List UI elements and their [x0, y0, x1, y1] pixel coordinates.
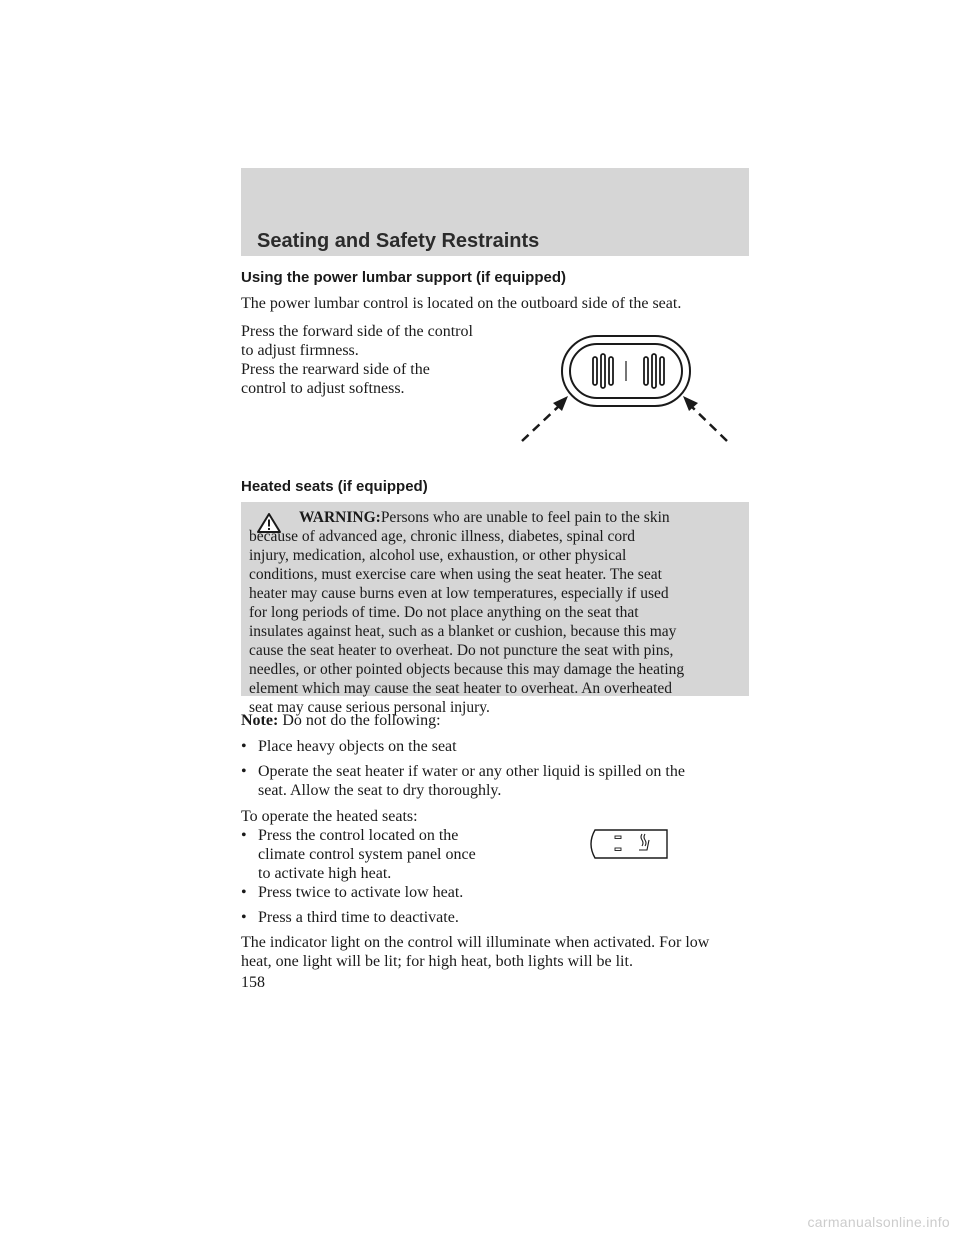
lumbar-switch-icon	[512, 333, 738, 445]
lumbar-firmness-text: Press the forward side of the control to adjust firmness.	[241, 323, 473, 359]
watermark: carmanualsonline.info	[807, 1214, 950, 1230]
note: Note: Do not do the following:	[241, 712, 441, 729]
warning-text: WARNING:Persons who are unable to feel pain to the skin because of advanced age, chronic illness, diabetes, spinal cord injury, medication, alcohol use, exhaustion, or other physical conditions, must exercise care when using the seat heater. The seat heater may cause burns even at low temperatures, especially if used for long periods of time. Do not place anything on the seat that insulates against heat, such as a blanket or cushion, because this may cause the seat heater to overheat. Do not puncture the seat with pins, needles, or other pointed objects because this may damage the heating element which may cause the seat heater to overheat. An overheated seat may cause serious personal injury.	[249, 509, 685, 716]
warning-label: WARNING:	[299, 509, 381, 526]
page-number: 158	[241, 974, 265, 991]
note-label: Note:	[241, 712, 279, 729]
lumbar-softness-text: Press the rearward side of the control to adjust softness.	[241, 361, 430, 397]
heated-seat-button-icon	[585, 828, 671, 862]
lumbar-heading: Using the power lumbar support (if equipped)	[241, 269, 566, 286]
lumbar-intro: The power lumbar control is located on the outboard side of the seat.	[241, 295, 682, 312]
section-title: Seating and Safety Restraints	[257, 230, 540, 252]
operate-intro: To operate the heated seats:	[241, 808, 418, 825]
warning-box	[241, 502, 749, 716]
heated-seats-heading: Heated seats (if equipped)	[241, 478, 428, 495]
indicator-text: The indicator light on the control will illuminate when activated. For low heat, one light will be lit; for high heat, both lights will be lit.	[241, 934, 710, 970]
